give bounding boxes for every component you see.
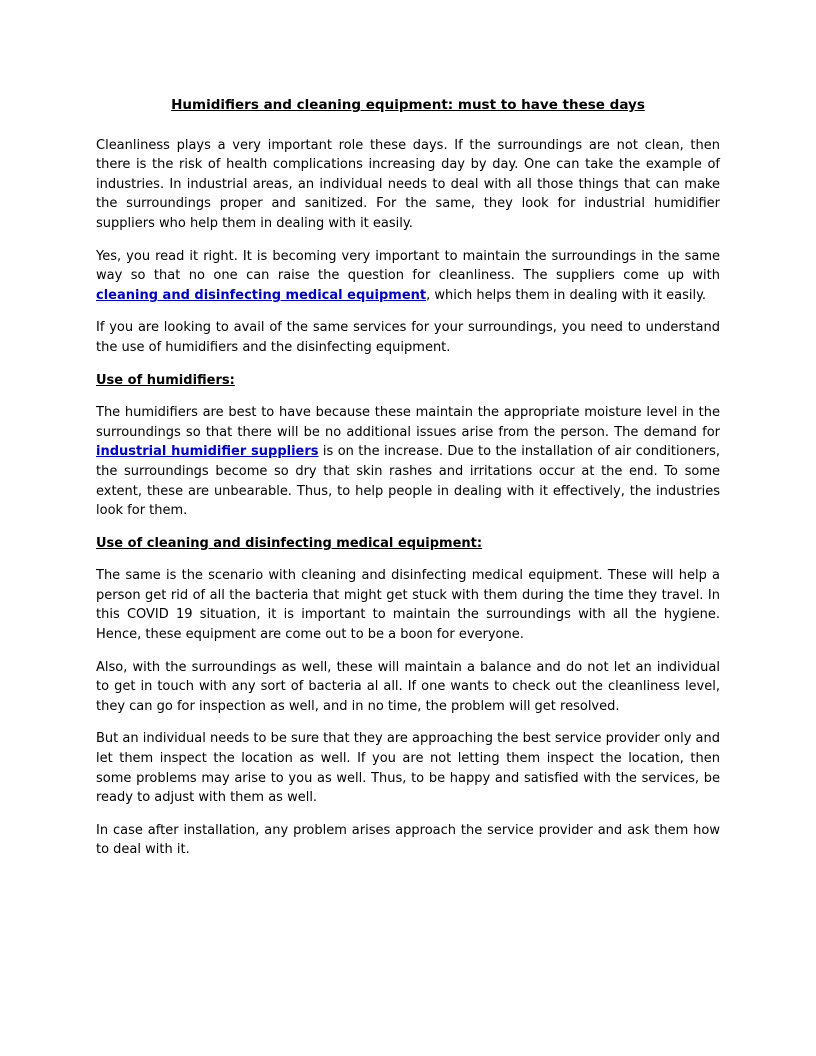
paragraph-service-provider [96,729,720,807]
paragraph-text: The humidifiers are best to have because these maintain the appropriate moisture level in the surroundings so that there will be no additional issues arise from the person. The demand for [96,405,720,440]
paragraph-humidifiers [96,403,720,521]
paragraph-text: In case after installation, any problem arises approach the service provider and ask them how to deal with it. [96,822,720,858]
heading-use-of-humidifiers: Use of humidifiers: [96,372,235,388]
paragraph-suppliers [96,247,720,306]
paragraph-text: But an individual needs to be sure that they are approaching the best service provider only and let them inspect the location as well. If you are not letting them inspect the location, then some problems may arise to you as well. Thus, to be happy and satisfied with the services, be ready to adjust with them as well. [96,731,720,806]
paragraph-cleaning-equipment [96,566,720,644]
paragraph-balance [96,658,720,717]
document-title: Humidifiers and cleaning equipment: must to have these days [171,97,645,113]
paragraph-text: The same is the scenario with cleaning and disinfecting medical equipment. These will help a person get rid of all the bacteria that might get stuck with them during the time they travel. In this COVID 19 situation, it is important to maintain the surroundings with all the hygiene. Hence, these equipment are come out to be a boon for everyone. [96,568,720,643]
paragraph-services [96,318,720,357]
paragraph-intro [96,136,720,234]
paragraph-text: Yes, you read it right. It is becoming very important to maintain the surroundings in the same way so that no one can raise the question for cleanliness. The suppliers come up with [96,248,720,284]
paragraph-text: Also, with the surroundings as well, these will maintain a balance and do not let an individual to get in touch with any sort of bacteria al all. If one wants to check out the cleanliness level, they can go for inspection as well, and in no time, the problem will get resolved. [96,659,720,714]
heading-use-of-cleaning-equipment: Use of cleaning and disinfecting medical equipment: [96,535,483,551]
paragraph-text: Cleanliness plays a very important role these days. If the surroundings are not clean, then there is the risk of health complications increasing day by day. One can take the example of industries. In industrial areas, an individual needs to deal with all those things that can make the surroundings proper and sanitized. For the same, they look for industrial humidifier suppliers who help them in dealing with it easily. [96,137,720,231]
paragraph-text: If you are looking to avail of the same services for your surroundings, you need to understand the use of humidifiers and the disinfecting equipment. [96,320,720,355]
cleaning-equipment-link[interactable]: cleaning and disinfecting medical equipment [96,287,427,303]
paragraph-after-installation [96,821,720,860]
humidifier-suppliers-link[interactable]: industrial humidifier suppliers [96,444,319,460]
paragraph-text: is on the increase. Due to the installation of air conditioners, the surroundings become so dry that skin rashes and irritations occur at the end. To some extent, these are unbearable. Thus, to help people in dealing with it effectively, the industries look for them. [96,444,720,519]
paragraph-text: , which helps them in dealing with it easily. [426,287,707,303]
